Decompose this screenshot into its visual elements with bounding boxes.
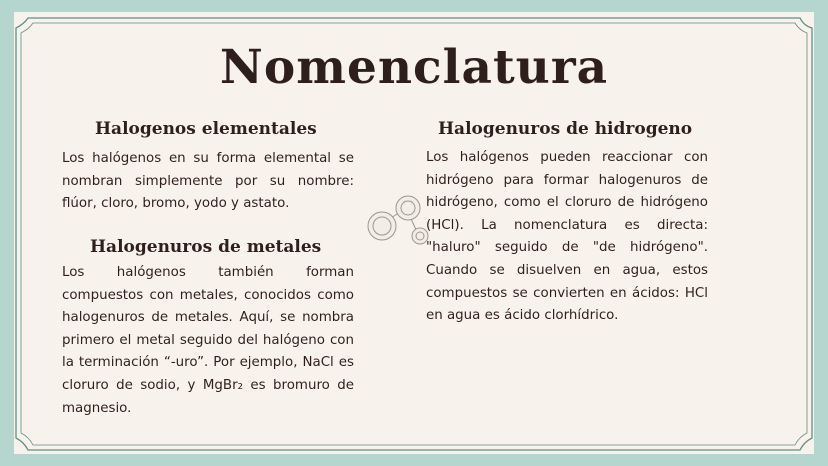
paragraph-halogenos-elementales: Los halógenos en su forma elemental se nombran simplemente por su nombre: flúor, cloro, bromo, yodo y astato. (62, 151, 354, 212)
paragraph-halogenuros-hidrogeno: Los halógenos pueden reaccionar con hidrógeno para formar halogenuros de hidrógeno, como el cloruro de hidrógeno (HCl). La nomenclatura es directa: "haluro" seguido de "de hidrógeno". Cuando se disuelven en agua, estos compuestos se convierten en ácidos: HCl en agua es ácido clorhídrico. (426, 150, 708, 324)
heading-halogenos-elementales: Halogenos elementales (95, 119, 317, 139)
molecule-icon (360, 188, 434, 252)
heading-halogenuros-hidrogeno: Halogenuros de hidrogeno (438, 119, 693, 139)
heading-halogenuros-metales: Halogenuros de metales (90, 237, 322, 257)
page-title: Nomenclatura (219, 40, 609, 95)
paragraph-halogenuros-metales: Los halógenos también forman compuestos con metales, conocidos como halogenuros de metales. Aquí, se nombra primero el metal seguido del halógeno con la terminación “-uro”. Por ejemplo, NaCl es cloruro de sodio, y MgBr₂ es bromuro de magnesio. (62, 265, 354, 416)
